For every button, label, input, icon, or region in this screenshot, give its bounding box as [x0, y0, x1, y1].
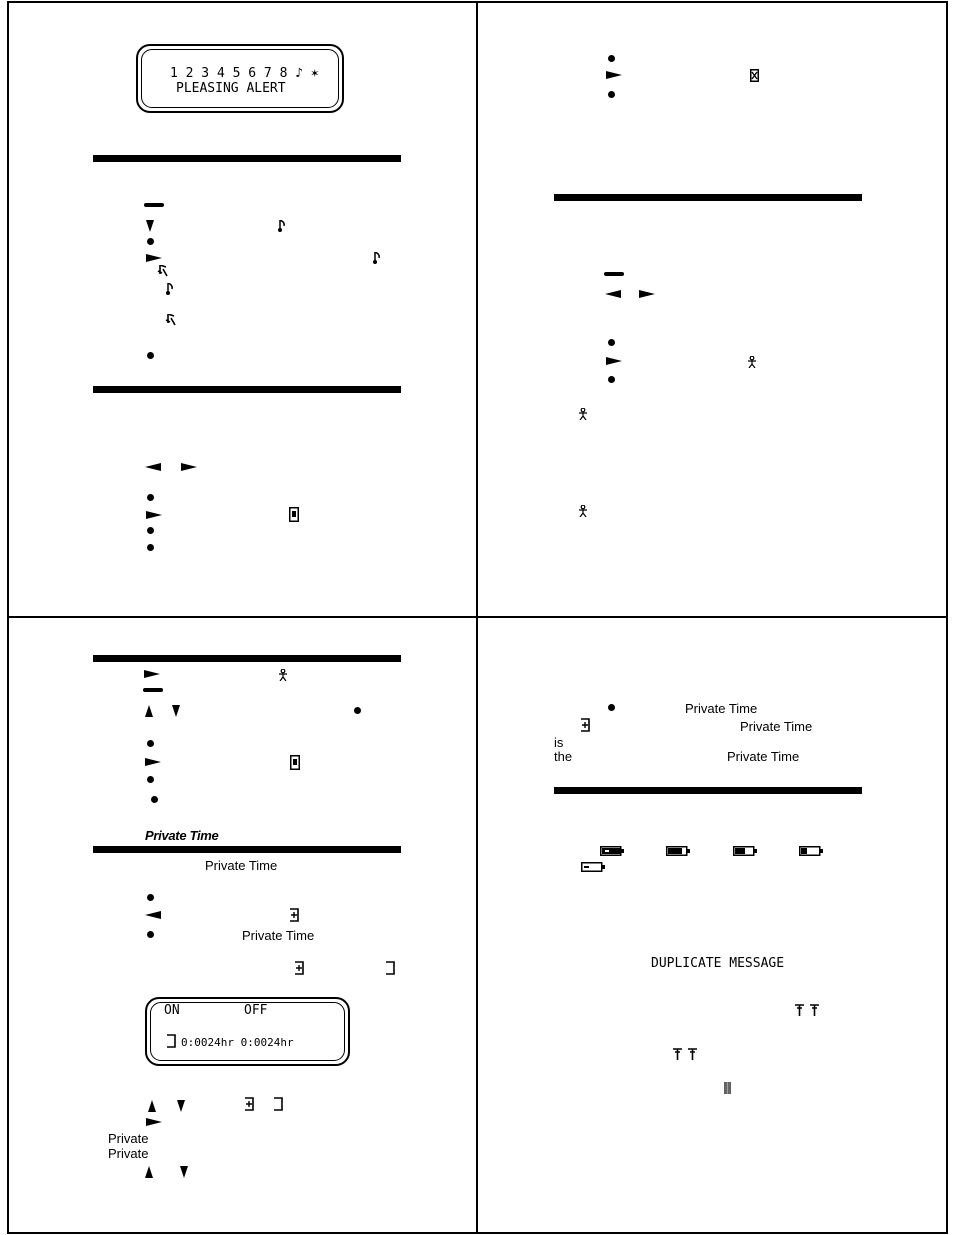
bullet-icon [608, 376, 615, 383]
private-time-text: Private Time [205, 858, 278, 873]
antenna-icon [672, 1048, 700, 1061]
minus-button-icon [144, 203, 164, 207]
private-time-text: Private Time [740, 719, 813, 734]
bullet-icon [147, 352, 154, 359]
private-time-text: Private Time [727, 749, 800, 764]
right-arrow-icon [181, 463, 197, 471]
lcd-on-label: ON [164, 1003, 180, 1018]
section-heading: Private Time [145, 828, 219, 843]
bullet-icon [147, 544, 154, 551]
lcd-time-values: 0:0024hr 0:0024hr [181, 1036, 294, 1049]
minus-button-icon [143, 688, 163, 692]
left-arrow-icon [145, 911, 161, 919]
section-rule [93, 155, 401, 162]
right-arrow-icon [146, 511, 162, 519]
right-arrow-icon [146, 254, 162, 262]
minus-button-icon [604, 272, 624, 276]
section-rule [554, 787, 862, 794]
lcd-duplicate-message: DUPLICATE MESSAGE [651, 956, 785, 971]
bullet-icon [608, 91, 615, 98]
private-time-on-icon [580, 718, 590, 732]
battery-low-icon [799, 846, 825, 856]
right-arrow-icon [606, 71, 622, 79]
down-arrow-icon [180, 1166, 188, 1178]
bullet-icon [147, 527, 154, 534]
down-arrow-icon [177, 1100, 185, 1112]
music-note-icon [373, 252, 381, 264]
private-time-on-icon [294, 961, 304, 975]
lcd-alert-name: PLEASING ALERT [176, 81, 286, 96]
private-time-off-icon [166, 1034, 176, 1048]
up-arrow-icon [148, 1100, 156, 1112]
lcd-channel-row: 1 2 3 4 5 6 7 8 ♪ ✶ [170, 66, 319, 81]
private-word: Private [108, 1146, 149, 1161]
private-time-off-icon [273, 1097, 283, 1111]
battery-full-icon [600, 846, 626, 856]
right-arrow-icon [144, 670, 160, 678]
private-time-text: Private Time [242, 928, 315, 943]
word-is: is [554, 735, 564, 750]
right-arrow-icon [146, 1118, 162, 1126]
section-rule [93, 655, 401, 662]
bullet-icon [147, 894, 154, 901]
private-word: Private [108, 1131, 149, 1146]
private-time-off-icon [385, 961, 395, 975]
bell-box-icon [290, 755, 300, 770]
vibrate-icon [157, 265, 169, 277]
music-note-icon [278, 220, 286, 232]
up-arrow-icon [145, 705, 153, 717]
bullet-icon [147, 931, 154, 938]
antenna-icon [794, 1004, 822, 1017]
horizontal-divider [7, 616, 948, 618]
bullet-icon [147, 740, 154, 747]
battery-half-icon [733, 846, 759, 856]
word-the: the [554, 749, 573, 764]
battery-empty-icon [581, 862, 607, 872]
right-arrow-icon [145, 758, 161, 766]
right-arrow-icon [606, 357, 622, 365]
left-arrow-icon [605, 290, 621, 298]
private-time-on-icon [244, 1097, 254, 1111]
bullet-icon [608, 55, 615, 62]
bullet-icon [151, 796, 158, 803]
person-icon [279, 669, 287, 681]
person-icon [579, 505, 587, 517]
music-note-icon [166, 283, 174, 295]
section-rule [554, 194, 862, 201]
section-rule [93, 846, 401, 853]
battery-three-quarter-icon [666, 846, 692, 856]
down-arrow-icon [172, 705, 180, 717]
down-arrow-icon [146, 220, 154, 232]
bell-box-icon [289, 507, 299, 522]
right-arrow-icon [639, 290, 655, 298]
vibrate-icon [165, 314, 177, 326]
left-arrow-icon [145, 463, 161, 471]
lcd-off-label: OFF [244, 1003, 268, 1018]
memory-full-icon [724, 1082, 731, 1094]
bullet-icon [608, 704, 615, 711]
bullet-icon [147, 238, 154, 245]
bullet-icon [608, 339, 615, 346]
person-icon [579, 408, 587, 420]
bullet-icon [147, 494, 154, 501]
private-time-text: Private Time [685, 701, 758, 716]
private-time-on-icon [289, 908, 299, 922]
bullet-icon [147, 776, 154, 783]
up-arrow-icon [145, 1166, 153, 1178]
section-rule [93, 386, 401, 393]
bullet-icon [354, 707, 361, 714]
person-icon [748, 356, 756, 368]
clock-box-icon [750, 69, 759, 82]
